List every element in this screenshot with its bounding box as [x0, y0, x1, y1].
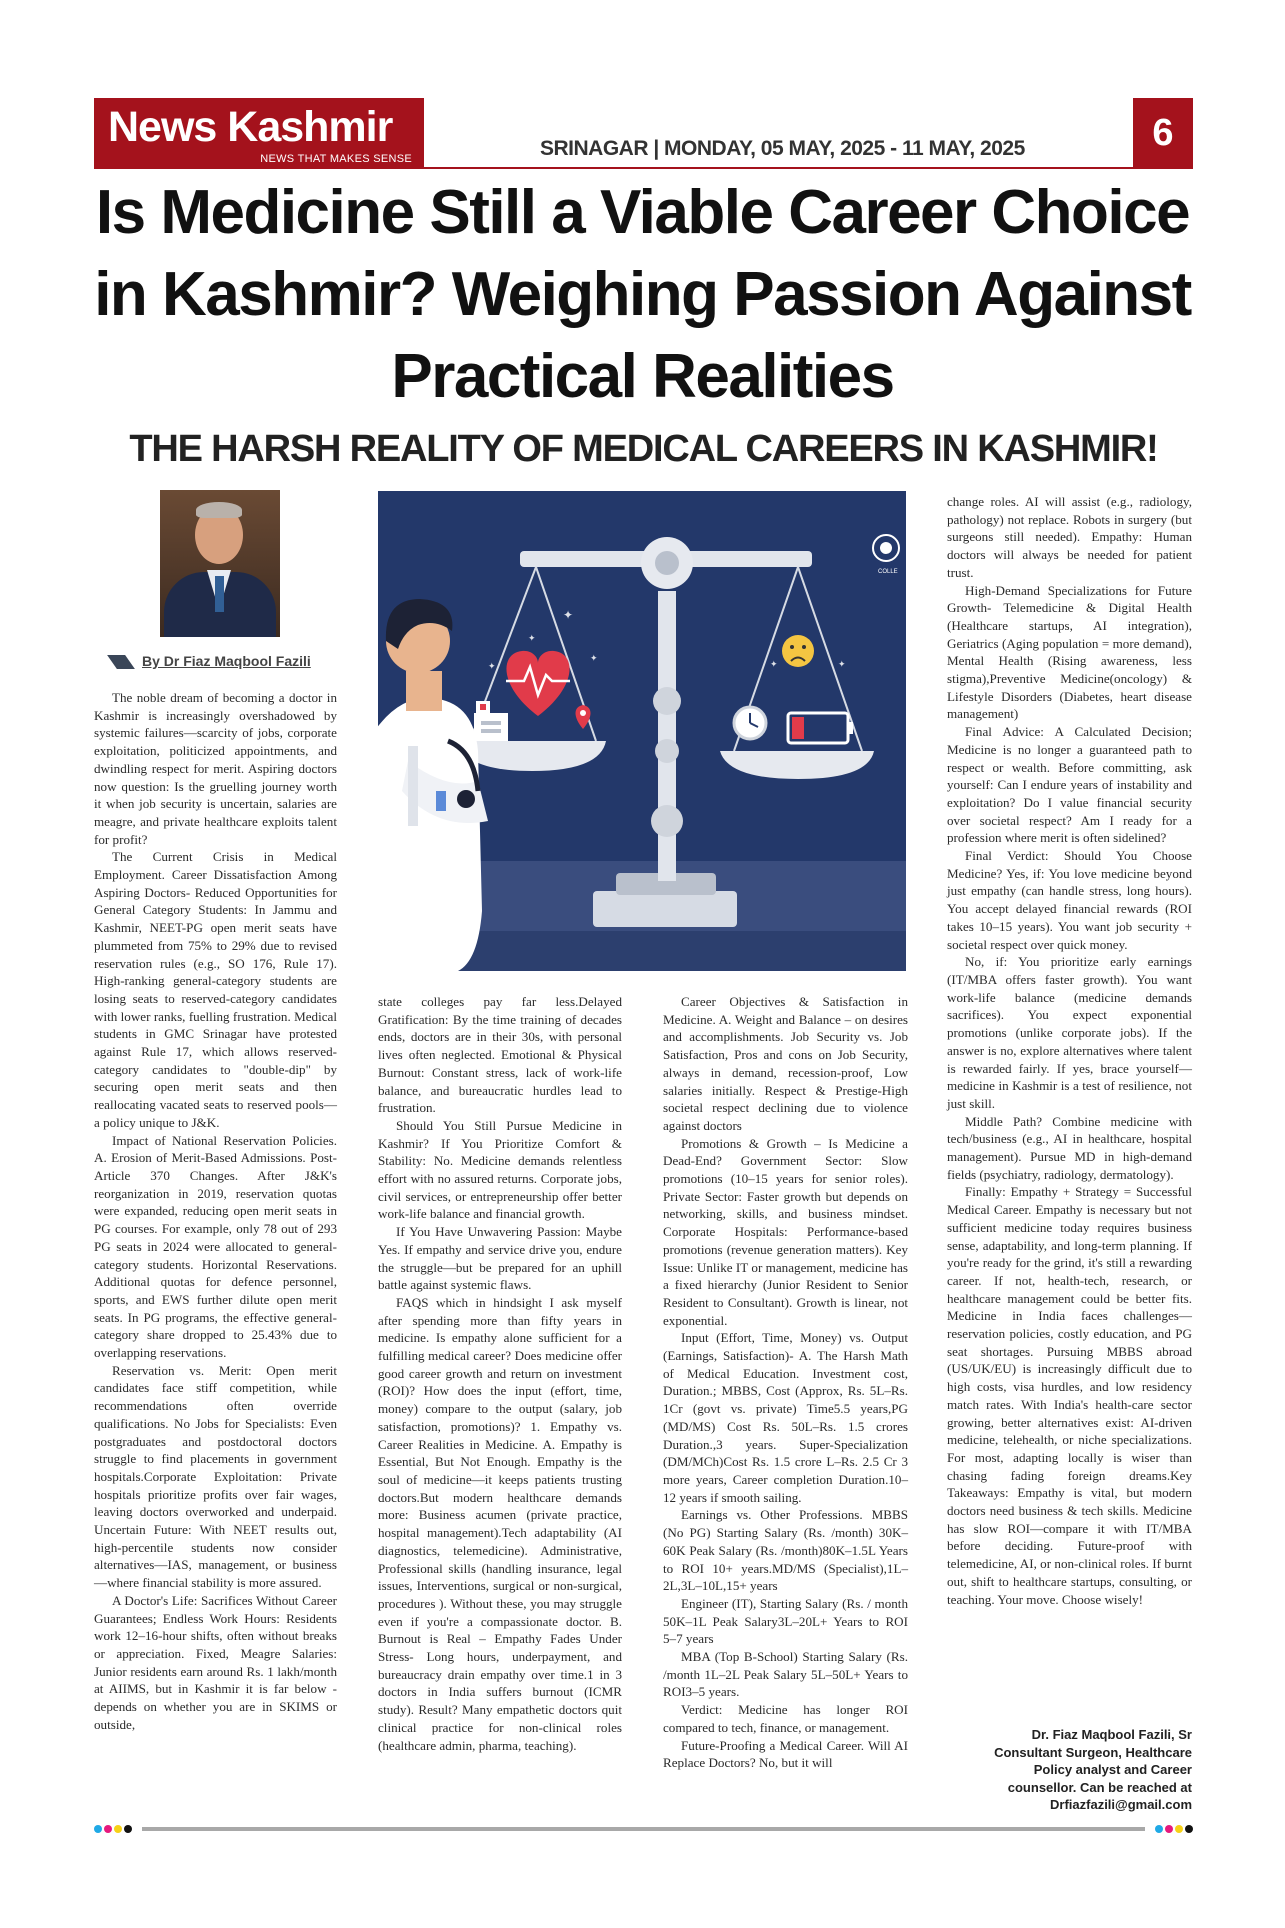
paragraph: No, if: You prioritize early earnings (IT/MBA offers faster growth). You want work-life balance (medicine demands sacrifices). You expect exponential promotions (unlike corporate jobs). If the answer is no, explore alternatives where talent is rewarded fairly. If yes, brace yourself—medicine in Kashmir is a test of resilience, not just skill.: [947, 954, 1192, 1111]
yellow-dot-icon: [114, 1825, 122, 1833]
masthead-logo: [94, 98, 424, 168]
paragraph: Promotions & Growth – Is Medicine a Dead-End? Government Sector: Slow promotions (10–15 years for senior roles). Private Sector: Faster growth but depends on networking, skills, and business mindset. Corporate Hospitals: Performance-based promotions (revenue generation matters). Key Issue: Unlike IT or management, medicine has a fixed hierarchy (Junior Resident to Senior Resident to Consultant). Growth is linear, not exponential.: [663, 1135, 908, 1328]
paragraph: Final Advice: A Calculated Decision; Medicine is no longer a guaranteed path to respect or wealth. Before committing, ask yourself: Can I endure years of instability and exploitation? Do I value financial security over societal respect? Am I ready for a profession where merit is often sidelined?: [947, 724, 1192, 846]
article-column-2: [378, 993, 622, 1754]
college-logo-text: COLLE: [878, 569, 898, 575]
paragraph: Middle Path? Combine medicine with tech/business (e.g., AI in healthcare, hospital management). Pursue MD in high-demand fields (psychiatry, radiology, dermatology).: [947, 1113, 1192, 1182]
paragraph: High-Demand Specializations for Future Growth- Telemedicine & Digital Health (Healthcare startups, AI integration), Geriatrics (Aging population = more demand), Mental Health (Rising awareness, less stigma),Preventive Medicine(oncology) & Lifestyle Disorders (Diabetes, heart disease management): [947, 582, 1192, 722]
paragraph: Verdict: Medicine has longer ROI compared to tech, finance, or management.: [663, 1702, 908, 1735]
footer-rule: [142, 1827, 1145, 1831]
paragraph: The noble dream of becoming a doctor in Kashmir is increasingly overshadowed by systemic failures—scarcity of jobs, corporate exploitation, politicized appointments, and dwindling respect for merit. Aspiring doctors now question: Is the gruelling journey worth it when job security is uncertain, salaries are meagre, and private healthcare exploits talent for profit?: [94, 690, 337, 847]
article-column-1: [94, 689, 337, 1733]
black-dot-icon: [124, 1825, 132, 1833]
magenta-dot-icon: [104, 1825, 112, 1833]
paragraph: Earnings vs. Other Professions. MBBS (No PG) Starting Salary (Rs. /month) 30K–60K Peak Salary (Rs. /month)80K–1.5L Years to ROI 10+ years.MD/MS (Specialist),1L–2L,3L–10L,15+ years: [663, 1507, 908, 1594]
dateline: SRINAGAR | MONDAY, 05 MAY, 2025 - 11 MAY, 2025: [540, 137, 1025, 160]
paragraph: state colleges pay far less.Delayed Gratification: By the time training of decades ends, doctors are in their 30s, with personal lives often neglected. Emotional & Physical Burnout: Constant stress, lack of work-life balance, and bureaucratic hurdles lead to frustration.: [378, 994, 622, 1116]
footer-registration-bar: [94, 1824, 1193, 1834]
paragraph: Finally: Empathy + Strategy = Successful Medical Career. Empathy is necessary but not sufficient medicine today requires business sense, adaptability, and long-term planning. If you're ready for the grind, it's still a rewarding career. If not, health-tech, research, or healthcare management could be better fits. Medicine in India faces challenges—reservation policies, costly education, and PG seat shortages. Pursuing MBBS abroad (US/UK/EU) is increasingly difficult due to high costs, visa hurdles, and low residency match rates. With India's health-care sector growing, better alternatives exist: AI-driven medicine, telehealth, or niche specializations. For most, adapting locally is wiser than chasing fading foreign dreams.Key Takeaways: Empathy is vital, but modern doctors need business & tech skills. Medicine has slow ROI—compare it with IT/MBA before deciding. Future-proof with telemedicine, AI, or non-clinical roles. If burnt out, shift to healthcare startups, consulting, or teaching. Your move. Choose wisely!: [947, 1184, 1192, 1607]
svg-text:✦: ✦: [838, 660, 846, 670]
signature-line: counsellor. Can be reached at: [1007, 1779, 1192, 1795]
paragraph: Impact of National Reservation Policies. A. Erosion of Merit-Based Admissions. Post-Article 370 Changes. After J&K's reorganization in 2019, reservation quotas were expanded, reducing open merit seats in PG courses. For example, only 78 out of 293 PG seats in 2024 were allocated to general-category students. Horizontal Reservations. Additional quotas for defence personnel, sports, and EWS further dilute open merit seats. In PG programs, the effective general-category share dropped to 25.43% due to overlapping reservations.: [94, 1132, 337, 1361]
paragraph: Final Verdict: Should You Choose Medicine? Yes, if: You love medicine beyond just empathy (can handle stress, long hours). You accept delayed financial rewards (ROI takes 10–15 years). You want job security + societal respect over quick money.: [947, 848, 1192, 952]
author-signature: [947, 1726, 1192, 1814]
magenta-dot-icon: [1165, 1825, 1173, 1833]
paragraph: Input (Effort, Time, Money) vs. Output (Earnings, Satisfaction)- A. The Harsh Math of Medical Education. Investment cost, Duration.; MBBS, Cost (Approx, Rs. 5L–Rs. 1Cr (govt vs. private) Time5.5 years,PG (MD/MS) Cost Rs. 50L–Rs. 1.5 crores Duration.,3 years. Super-Specialization (DM/MCh)Cost Rs. 1.5 crore L–Rs. 2.5 Cr 3 more years, Career completion Duration.10–12 years if smooth sailing.: [663, 1330, 908, 1505]
byline-marker-icon: [107, 655, 135, 669]
author-photo: [160, 490, 280, 637]
paragraph: Should You Still Pursue Medicine in Kashmir? If You Prioritize Comfort & Stability: No. Medicine demands relentless effort with no assured returns. Corporate jobs, civil services, or entrepreneurship offer better work-life balance and financial growth.: [378, 1117, 622, 1222]
article-column-3: [663, 993, 908, 1772]
page-number: 6: [1133, 98, 1193, 168]
article-illustration: [378, 491, 906, 971]
svg-text:✦: ✦: [590, 654, 598, 664]
svg-text:✦: ✦: [528, 634, 536, 644]
clock-icon: [734, 707, 766, 739]
paragraph: MBA (Top B-School) Starting Salary (Rs. /month 1L–2L Peak Salary 5L–50L+ Years to ROI3–5 years.: [663, 1649, 908, 1700]
signature-line: Dr. Fiaz Maqbool Fazili, Sr: [1031, 1727, 1192, 1742]
illustration-svg: [378, 491, 906, 971]
paragraph: A Doctor's Life: Sacrifices Without Career Guarantees; Endless Work Hours: Residents work 12–16-hour shifts, often without breaks or appreciation. Fixed, Meagre Salaries: Junior residents earn around Rs. 1 lakh/month at AIIMS, but in Kashmir it is far below -depends on whether you are in SKIMS or outside,: [94, 1592, 337, 1732]
byline-text: By Dr Fiaz Maqbool Fazili: [142, 653, 311, 669]
svg-text:✦: ✦: [488, 662, 496, 672]
byline: [112, 653, 311, 669]
paragraph: Reservation vs. Merit: Open merit candidates face stiff competition, while recommendations often override qualifications. No Jobs for Specialists: Even postgraduates and postdoctoral doctors struggle to find placements in government hospitals.Corporate Exploitation: Private hospitals prioritize profits over fair wages, leaving doctors overworked and underpaid. Uncertain Future: With NEET results out, high-percentile students now consider alternatives—IAS, management, or business—where financial stability is more assured.: [94, 1362, 337, 1591]
paragraph: If You Have Unwavering Passion: Maybe Yes. If empathy and service drive you, endure the struggle—but be prepared for an uphill battle against systemic flaws.: [378, 1224, 622, 1293]
cyan-dot-icon: [1155, 1825, 1163, 1833]
svg-text:✦: ✦: [770, 660, 778, 670]
article-column-4: [947, 493, 1192, 1608]
sad-face-icon: [782, 635, 814, 667]
svg-text:✦: ✦: [563, 608, 574, 622]
article-subheadline: THE HARSH REALITY OF MEDICAL CAREERS IN KASHMIR!: [129, 428, 1158, 470]
paragraph: Future-Proofing a Medical Career. Will AI Replace Doctors? No, but it will: [663, 1737, 908, 1771]
cyan-dot-icon: [94, 1825, 102, 1833]
black-dot-icon: [1185, 1825, 1193, 1833]
publication-tagline: NEWS THAT MAKES SENSE: [260, 153, 412, 165]
paragraph: The Current Crisis in Medical Employment. Career Dissatisfaction Among Aspiring Doctors- Reduced Opportunities for General Category Students: In Jammu and Kashmir, NEET-PG open merit seats have plummeted from 75% to 29% due to revised reservation rules (e.g., SO 176, Rule 17). High-ranking general-category students are losing seats to reserved-category candidates with lower ranks, fuelling frustration. Medical students in GMC Srinagar have protested against Rule 17, which allows reserved-category candidates to "double-dip" by securing open merit seats and then reallocating vacated seats to reserved pools—a policy unique to J&K.: [94, 849, 337, 1130]
masthead-rule: [94, 167, 1193, 169]
yellow-dot-icon: [1175, 1825, 1183, 1833]
paragraph: FAQS which in hindsight I ask myself after spending more than fifty years in medicine. Is empathy alone sufficient for a fulfilling medical career? Does medicine offer good career growth and return on investment (ROI)? How does the input (effort, time, money) compare to the output (salary, job satisfaction, promotions)? 1. Empathy vs. Career Realities in Medicine. A. Empathy is Essential, But Not Enough. Empathy is the soul of medicine—it keeps patients trusting doctors.But modern healthcare demands more: Business acumen (private practice, hospital management).Tech adaptability (AI diagnostics, telemedicine). Administrative, Professional skills (handling insurance, legal issues, Interventions, surgical or non-surgical, procedures ). Without these, you may struggle even if you're a compassionate doctor. B. Burnout is Real – Empathy Fades Under Stress- Long hours, underpayment, and bureaucracy drain empathy over time.1 in 3 doctors in India suffers burnout (ICMR study). Result? Many empathetic doctors quit clinical practice for non-clinical roles (healthcare admin, pharma, teaching).: [378, 1294, 622, 1753]
paragraph: Career Objectives & Satisfaction in Medicine. A. Weight and Balance – on desires and accomplishments. Job Security vs. Job Satisfaction, Pros and cons on Job Security, always in demand, recession-proof, Low salaries initially. Respect & Prestige-High societal respect declining due to violence against doctors: [663, 994, 908, 1133]
signature-line: Consultant Surgeon, Healthcare: [994, 1744, 1192, 1760]
paragraph: Engineer (IT), Starting Salary (Rs. / month 50K–1L Peak Salary3L–20L+ Years to ROI 5–7 years: [663, 1595, 908, 1647]
signature-line: Policy analyst and Career: [1033, 1762, 1192, 1777]
article-headline: Is Medicine Still a Viable Career Choice in Kashmir? Weighing Passion Against Practical Realities: [94, 178, 1191, 411]
paragraph: change roles. AI will assist (e.g., radiology, pathology) not replace. Robots in surgery (but surgeons still needed). Empathy: Human doctors will always be needed for patient trust.: [947, 494, 1192, 580]
author-email: Drfiazfazili@gmail.com: [1050, 1797, 1192, 1812]
publication-name: News Kashmir: [108, 103, 393, 151]
